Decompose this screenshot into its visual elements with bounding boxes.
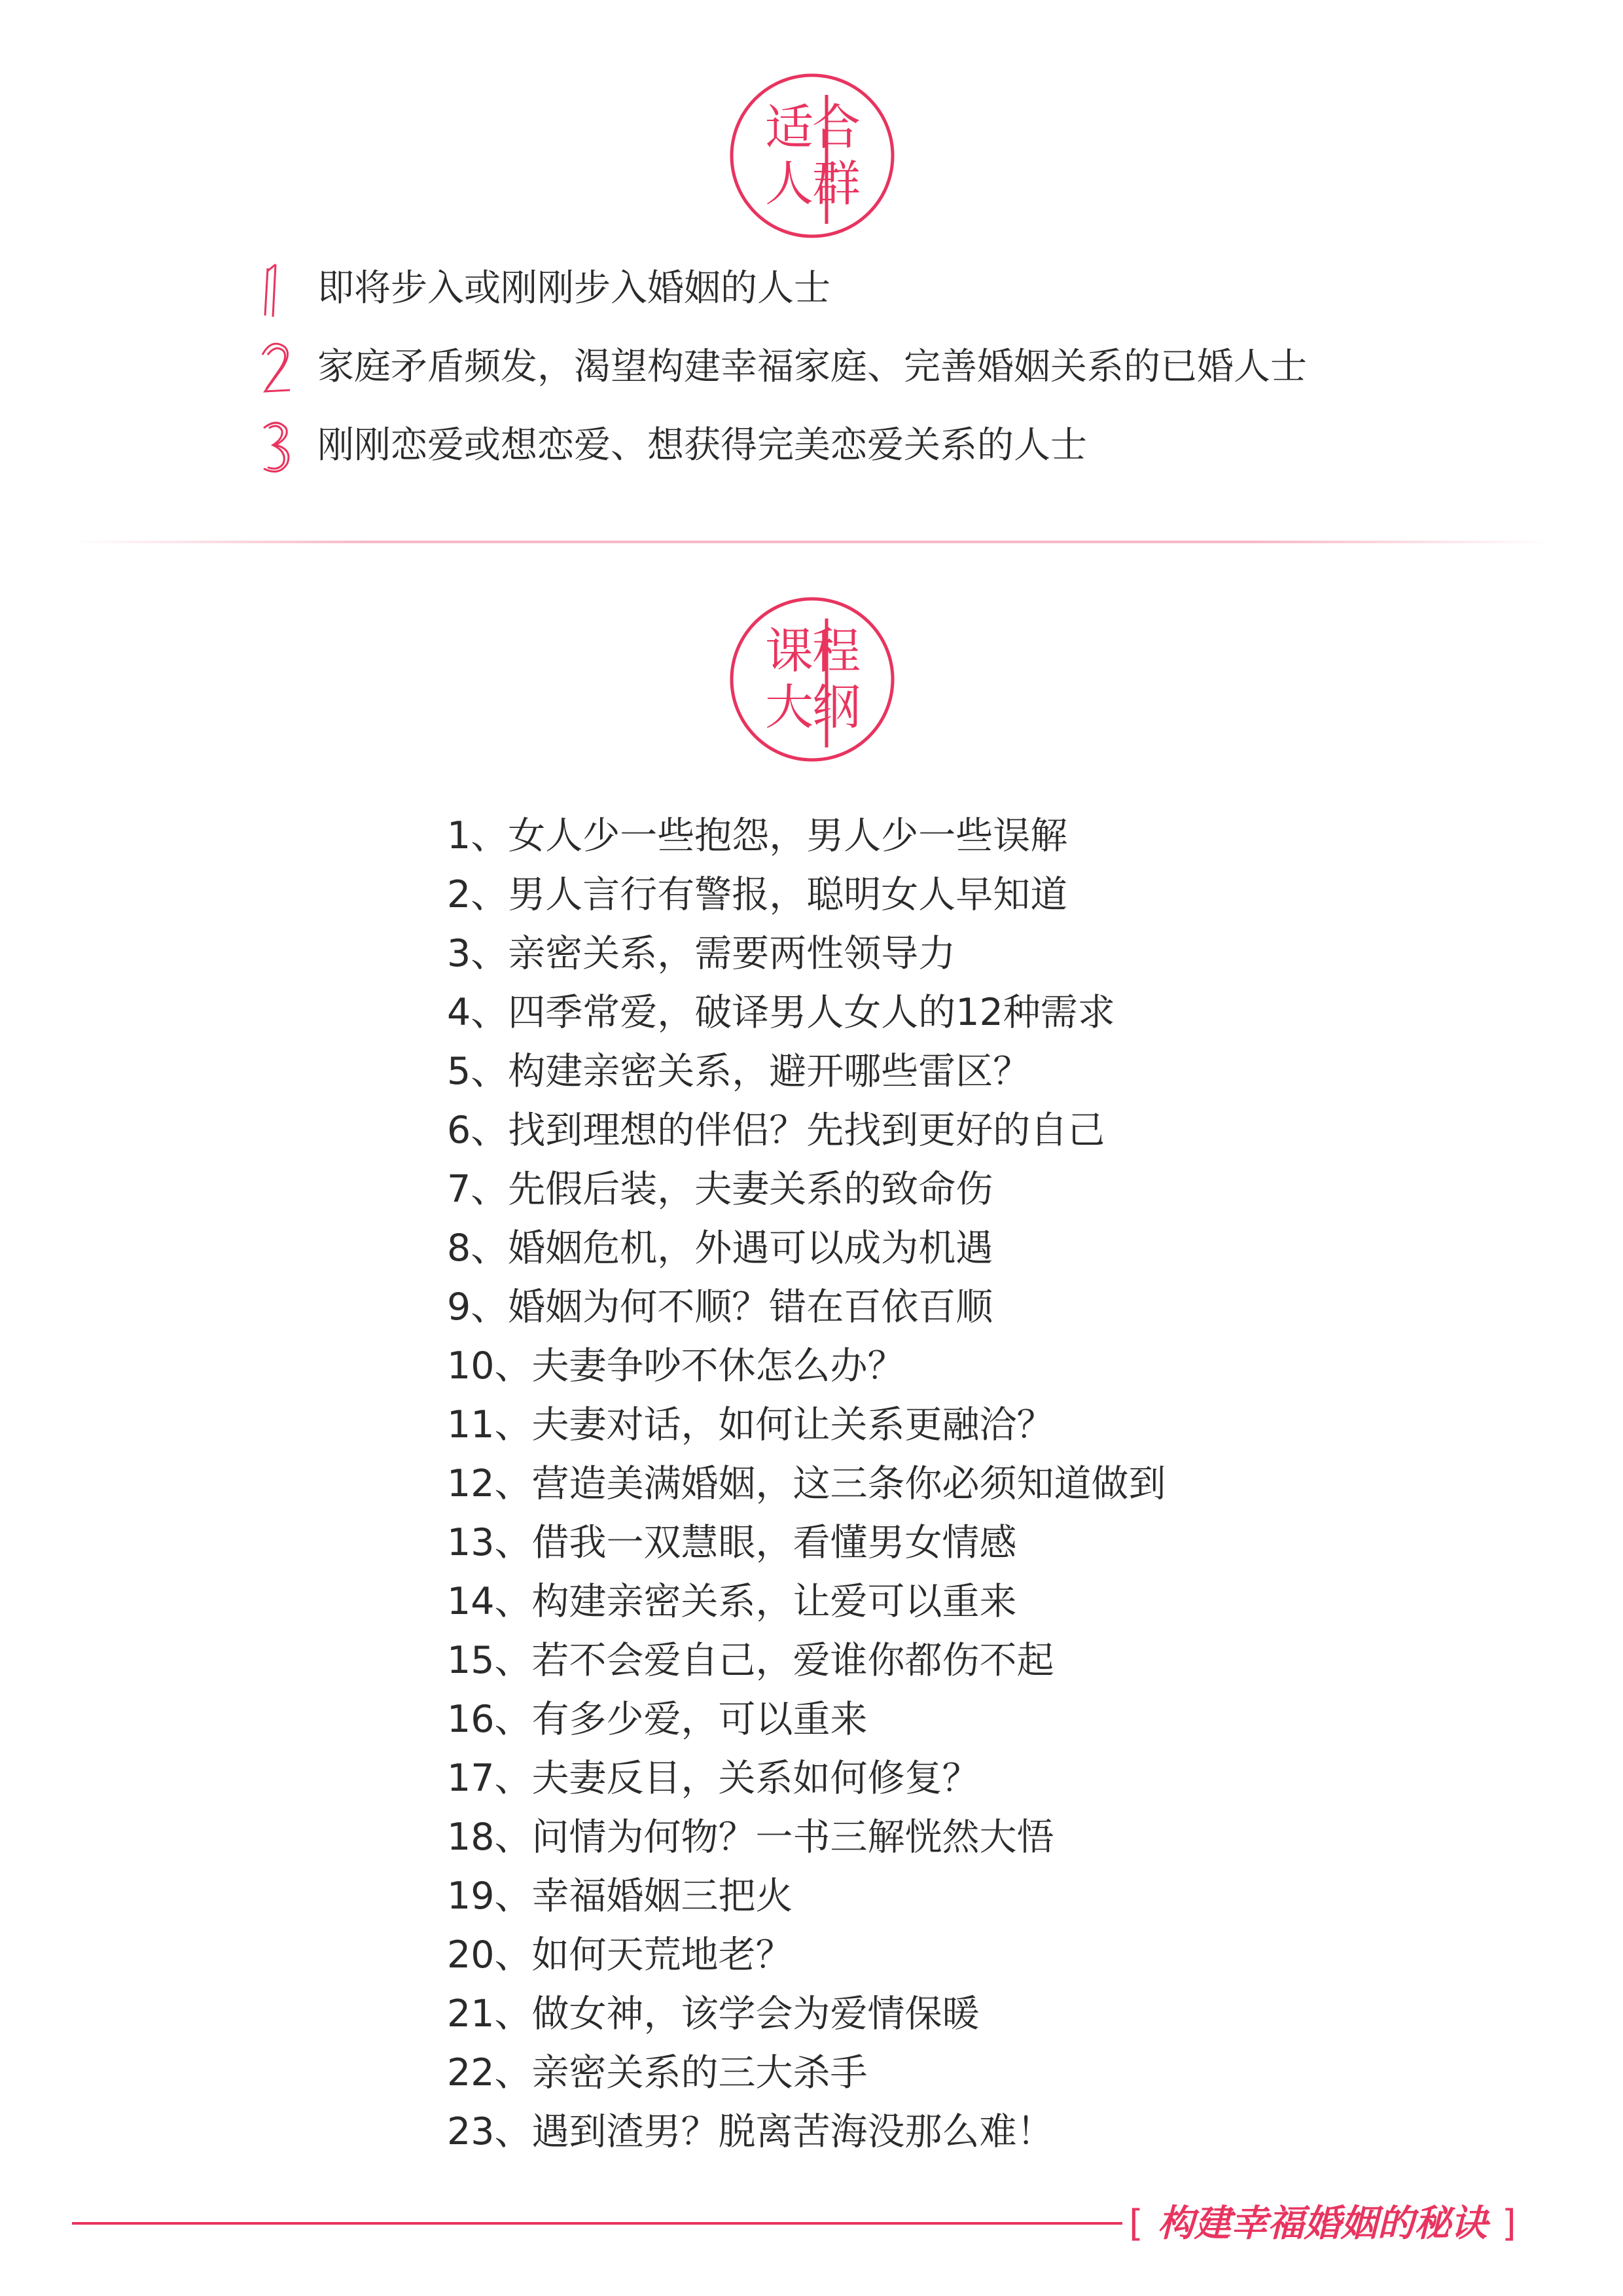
audience-item-3 (257, 414, 1566, 479)
syllabus-list (447, 806, 1166, 2161)
syllabus-badge-line2: 大纲 (765, 679, 859, 736)
audience-item-text: 家庭矛盾频发，渴望构建幸福家庭、完善婚姻关系的已婚人士 (317, 346, 1307, 388)
syllabus-item: 19、幸福婚姻三把火 (447, 1874, 793, 1918)
syllabus-item: 6、找到理想的伴侣？先找到更好的自己 (447, 1109, 1105, 1152)
number-two-icon (257, 335, 296, 401)
syllabus-badge-line1: 课程 (765, 623, 859, 679)
syllabus-item: 10、夫妻争吵不休怎么办？ (447, 1344, 905, 1388)
syllabus-item: 3、亲密关系，需要两性领导力 (447, 932, 956, 975)
syllabus-item: 20、如何天荒地老？ (447, 1933, 793, 1977)
syllabus-badge (728, 596, 896, 763)
syllabus-item: 1、女人少一些抱怨，男人少一些误解 (447, 814, 1068, 857)
audience-badge-line1: 适合 (765, 99, 859, 156)
number-three-icon (257, 414, 296, 479)
syllabus-item: 23、遇到渣男？脱离苦海没那么难！ (447, 2110, 1054, 2153)
audience-item-text: 刚刚恋爱或想恋爱、想获得完美恋爱关系的人士 (317, 424, 1087, 467)
syllabus-item: 22、亲密关系的三大杀手 (447, 2051, 868, 2094)
audience-item-2 (257, 335, 1566, 401)
footer-bracket-open: [ (1129, 2202, 1143, 2245)
syllabus-item: 9、婚姻为何不顺？错在百依百顺 (447, 1285, 993, 1329)
syllabus-item: 2、男人言行有警报，聪明女人早知道 (447, 873, 1068, 916)
syllabus-item: 14、构建亲密关系，让爱可以重来 (447, 1580, 1017, 1623)
footer-bracket-close: ] (1501, 2202, 1516, 2245)
number-one-icon (257, 257, 296, 322)
footer-rule (72, 2222, 1122, 2225)
audience-item-1 (257, 257, 1566, 322)
audience-badge-line2: 人群 (765, 156, 859, 212)
syllabus-item: 15、若不会爱自己，爱谁你都伤不起 (447, 1639, 1054, 1682)
syllabus-item: 16、有多少爱，可以重来 (447, 1698, 868, 1741)
syllabus-item: 21、做女神，该学会为爱情保暖 (447, 1992, 980, 2036)
syllabus-item: 4、四季常爱，破译男人女人的12种需求 (447, 991, 1115, 1034)
syllabus-item: 8、婚姻危机，外遇可以成为机遇 (447, 1227, 993, 1270)
section-divider (72, 541, 1551, 543)
syllabus-item: 13、借我一双慧眼，看懂男女情感 (447, 1521, 1017, 1564)
syllabus-item: 12、营造美满婚姻，这三条你必须知道做到 (447, 1462, 1166, 1505)
syllabus-item: 18、问情为何物？一书三解恍然大悟 (447, 1816, 1054, 1859)
footer-slogan: 构建幸福婚姻的秘诀 (1157, 2202, 1488, 2245)
syllabus-item: 17、夫妻反目，关系如何修复？ (447, 1757, 980, 1800)
syllabus-item: 5、构建亲密关系，避开哪些雷区？ (447, 1050, 1031, 1093)
syllabus-item: 11、夫妻对话，如何让关系更融洽？ (447, 1403, 1054, 1446)
footer-slogan-tag (1129, 2198, 1516, 2250)
audience-badge (728, 72, 896, 240)
audience-item-text: 即将步入或刚刚步入婚姻的人士 (317, 267, 830, 310)
syllabus-item: 7、先假后装，夫妻关系的致命伤 (447, 1168, 993, 1211)
